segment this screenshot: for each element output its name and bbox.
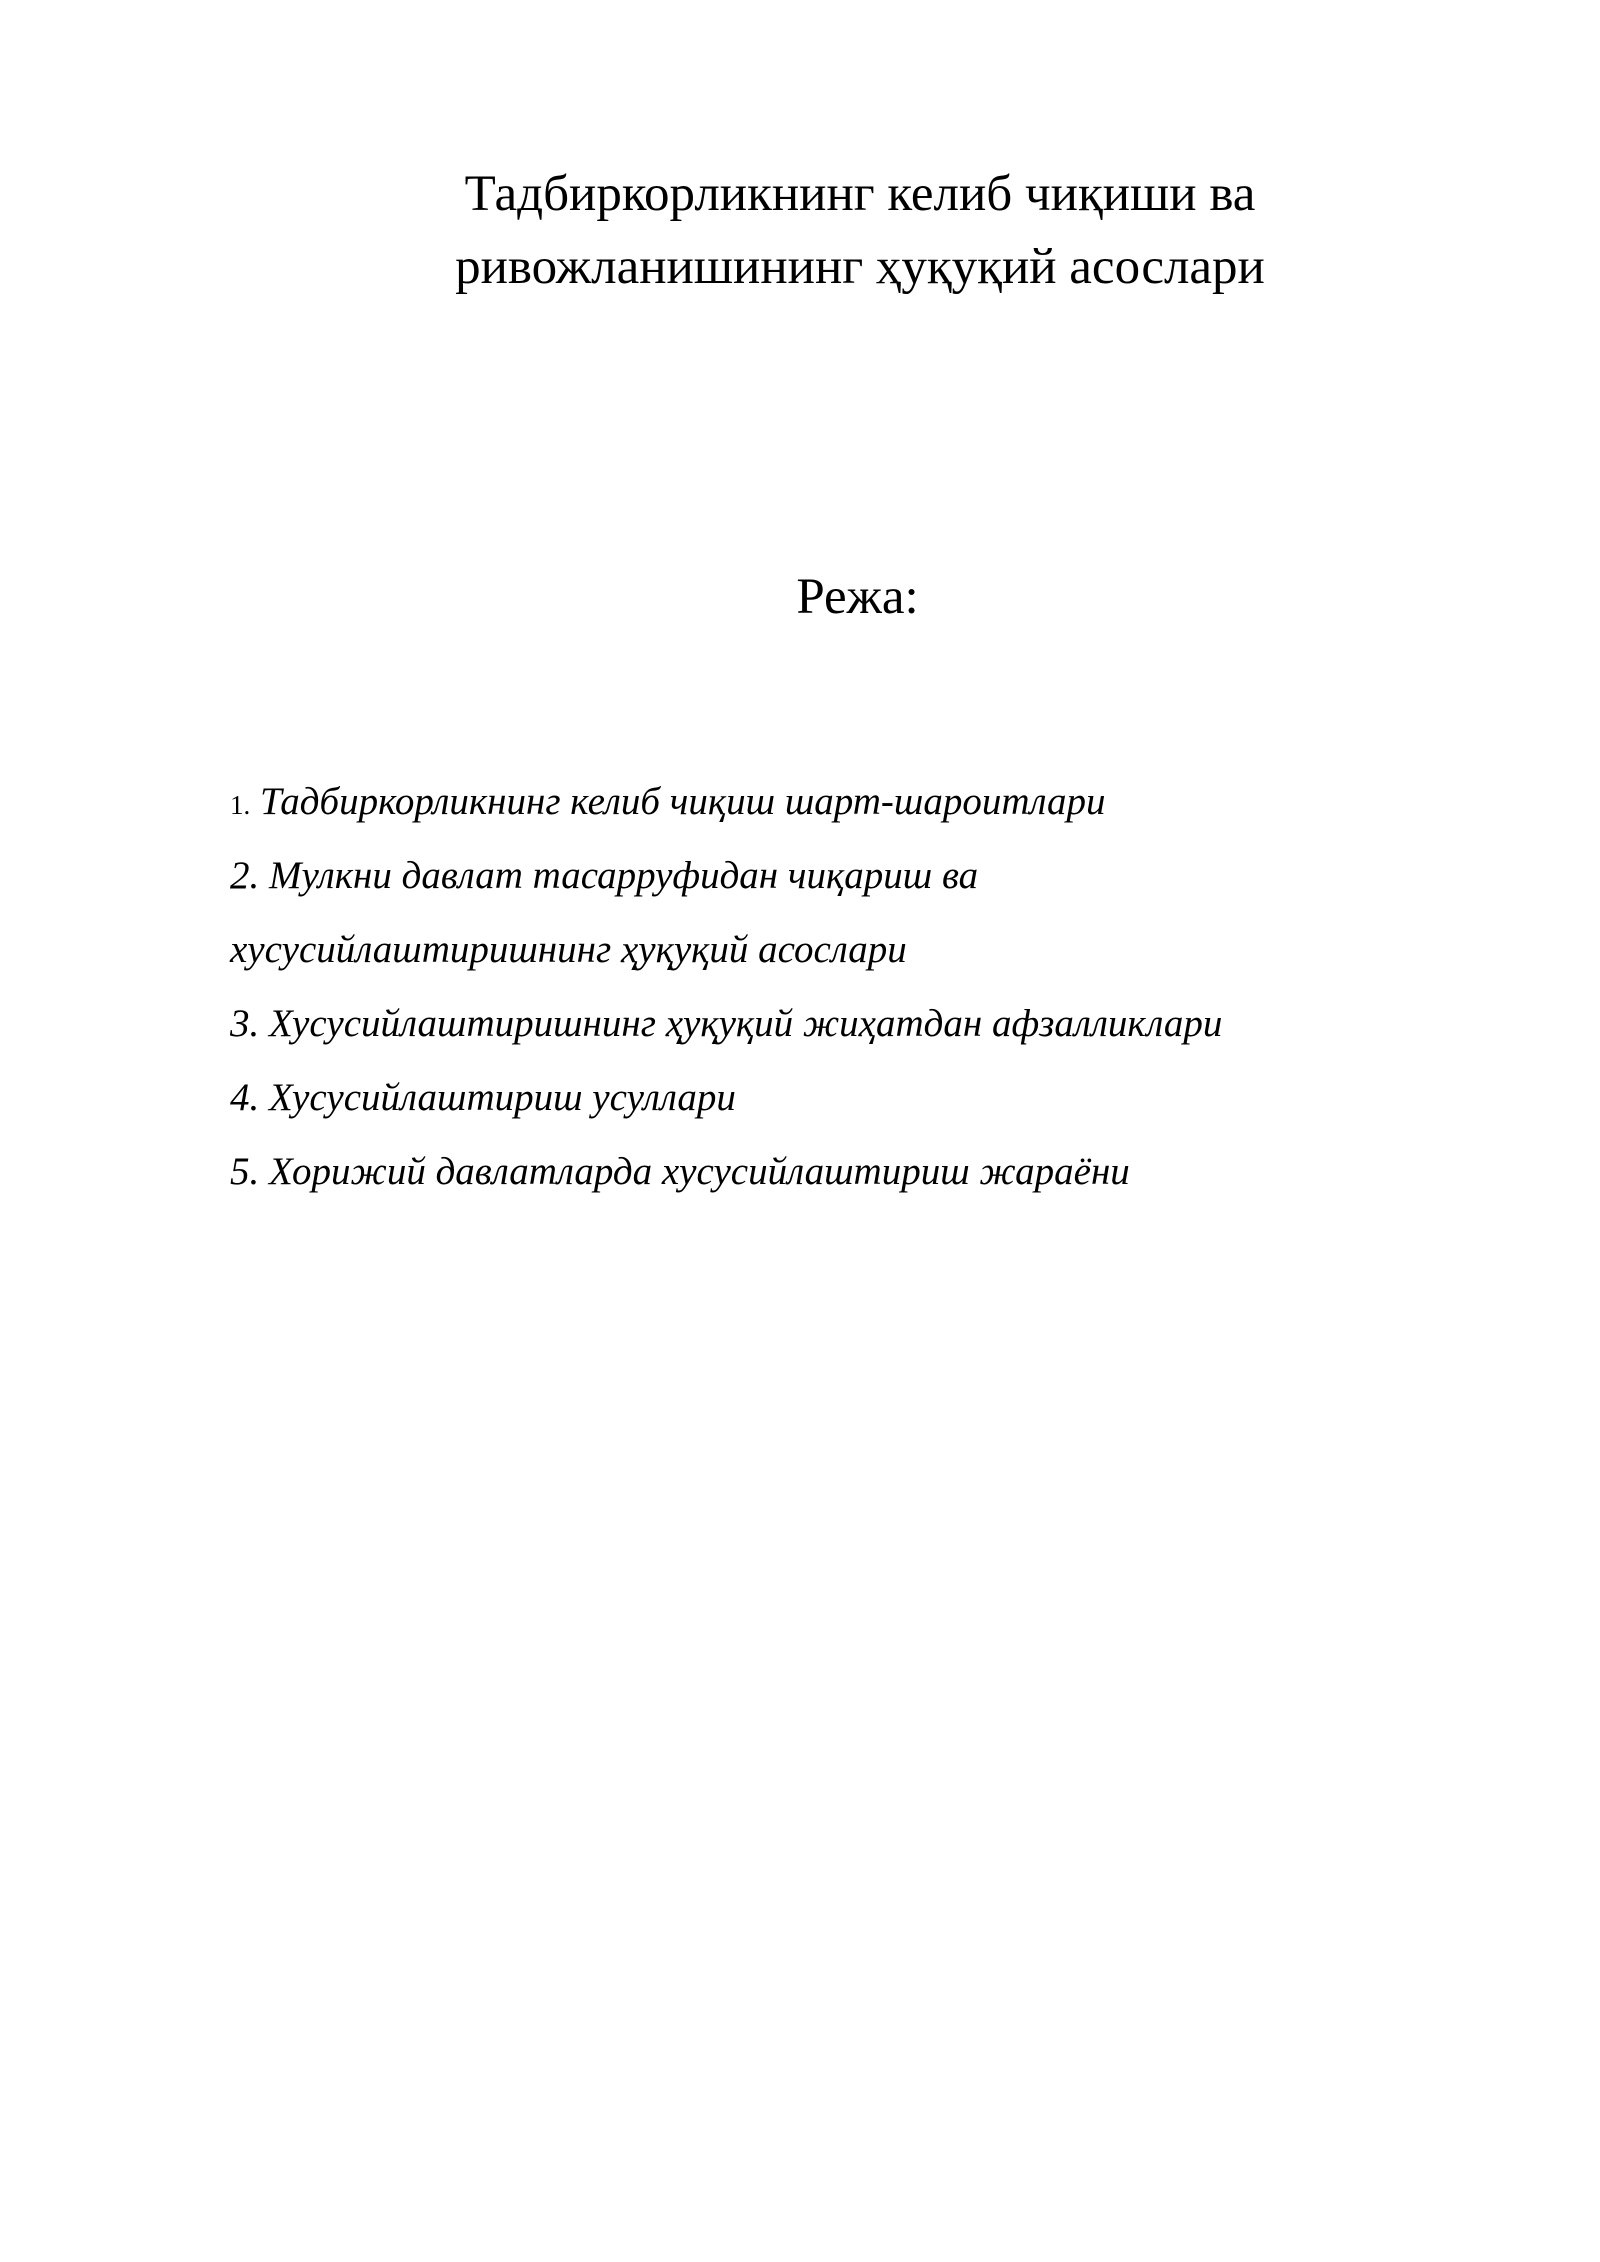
plan-list: [230, 765, 1530, 1209]
plan-item-continuation: [230, 913, 1530, 987]
plan-item-number: 1.: [230, 790, 251, 820]
document-title: [360, 158, 1360, 304]
plan-item-number: 3.: [230, 1002, 260, 1045]
plan-heading: Режа:: [796, 569, 919, 625]
plan-item-text: Хорижий давлатларда хусусийлаштириш жараёни: [259, 1150, 1130, 1193]
title-line: Тадбиркорликнинг келиб чиқиши ва: [464, 166, 1256, 222]
plan-item: [230, 1061, 1530, 1135]
plan-item-number: 5.: [230, 1150, 260, 1193]
plan-item-text: Хусусийлаштириш усуллари: [259, 1076, 736, 1119]
plan-item: [230, 839, 1530, 913]
plan-item-text: Тадбиркорликнинг келиб чиқиш шарт-шароитлари: [250, 780, 1106, 823]
plan-item-text: хусусийлаштиришнинг ҳуқуқий асослари: [230, 928, 907, 971]
title-line: ривожланишининг ҳуқуқий асослари: [455, 239, 1265, 295]
plan-item-text: Хусусийлаштиришнинг ҳуқуқий жиҳатдан афзалликлари: [259, 1002, 1223, 1045]
plan-item-number: 2.: [230, 854, 260, 897]
plan-item: [230, 765, 1530, 839]
plan-item-number: 4.: [230, 1076, 260, 1119]
plan-item-text: Мулкни давлат тасарруфидан чиқариш ва: [259, 854, 979, 897]
plan-item: [230, 1135, 1530, 1209]
plan-item: [230, 987, 1530, 1061]
